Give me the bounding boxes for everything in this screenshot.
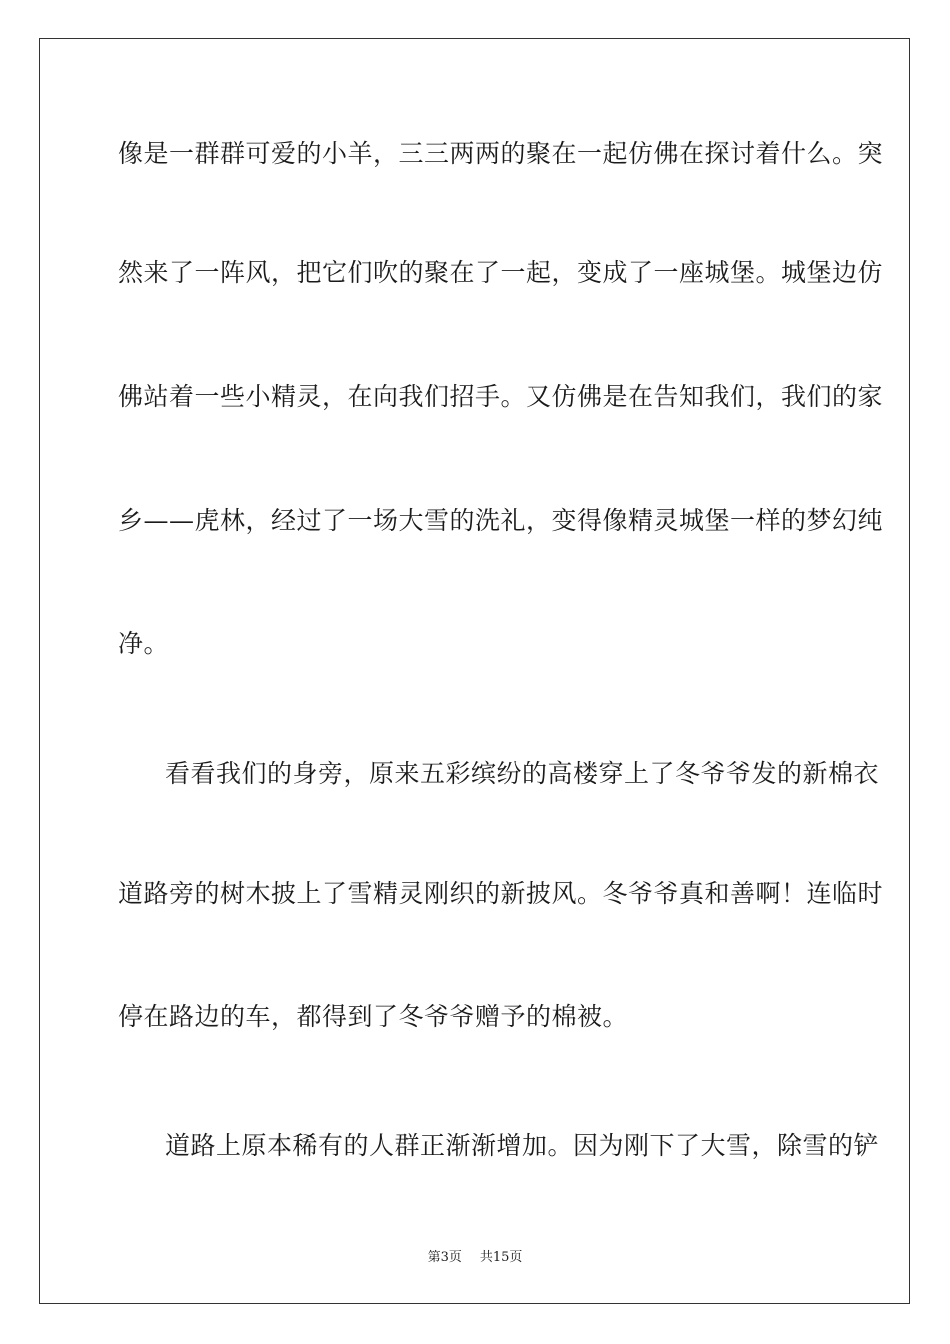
page-number: 第3页 [427, 1250, 462, 1265]
text-line-1: 像是一群群可爱的小羊，三三两两的聚在一起仿佛在探讨着什么。突 [118, 139, 884, 168]
page-frame [39, 38, 910, 1304]
text-line-4: 乡——虎林，经过了一场大雪的洗礼，变得像精灵城堡一样的梦幻纯 [118, 506, 884, 535]
page-footer [0, 1249, 950, 1267]
text-line-7: 道路旁的树木披上了雪精灵刚织的新披风。冬爷爷真和善啊！连临时 [118, 879, 884, 908]
page-total: 共15页 [479, 1250, 523, 1265]
text-line-8: 停在路边的车，都得到了冬爷爷赠予的棉被。 [118, 1002, 629, 1031]
text-line-2: 然来了一阵风，把它们吹的聚在了一起，变成了一座城堡。城堡边仿 [118, 258, 884, 287]
text-line-3: 佛站着一些小精灵，在向我们招手。又仿佛是在告知我们，我们的家 [118, 382, 884, 411]
text-line-6: 看看我们的身旁，原来五彩缤纷的高楼穿上了冬爷爷发的新棉衣 [165, 759, 880, 788]
text-line-9: 道路上原本稀有的人群正渐渐增加。因为刚下了大雪，除雪的铲 [165, 1131, 880, 1160]
text-line-5: 净。 [118, 629, 170, 658]
